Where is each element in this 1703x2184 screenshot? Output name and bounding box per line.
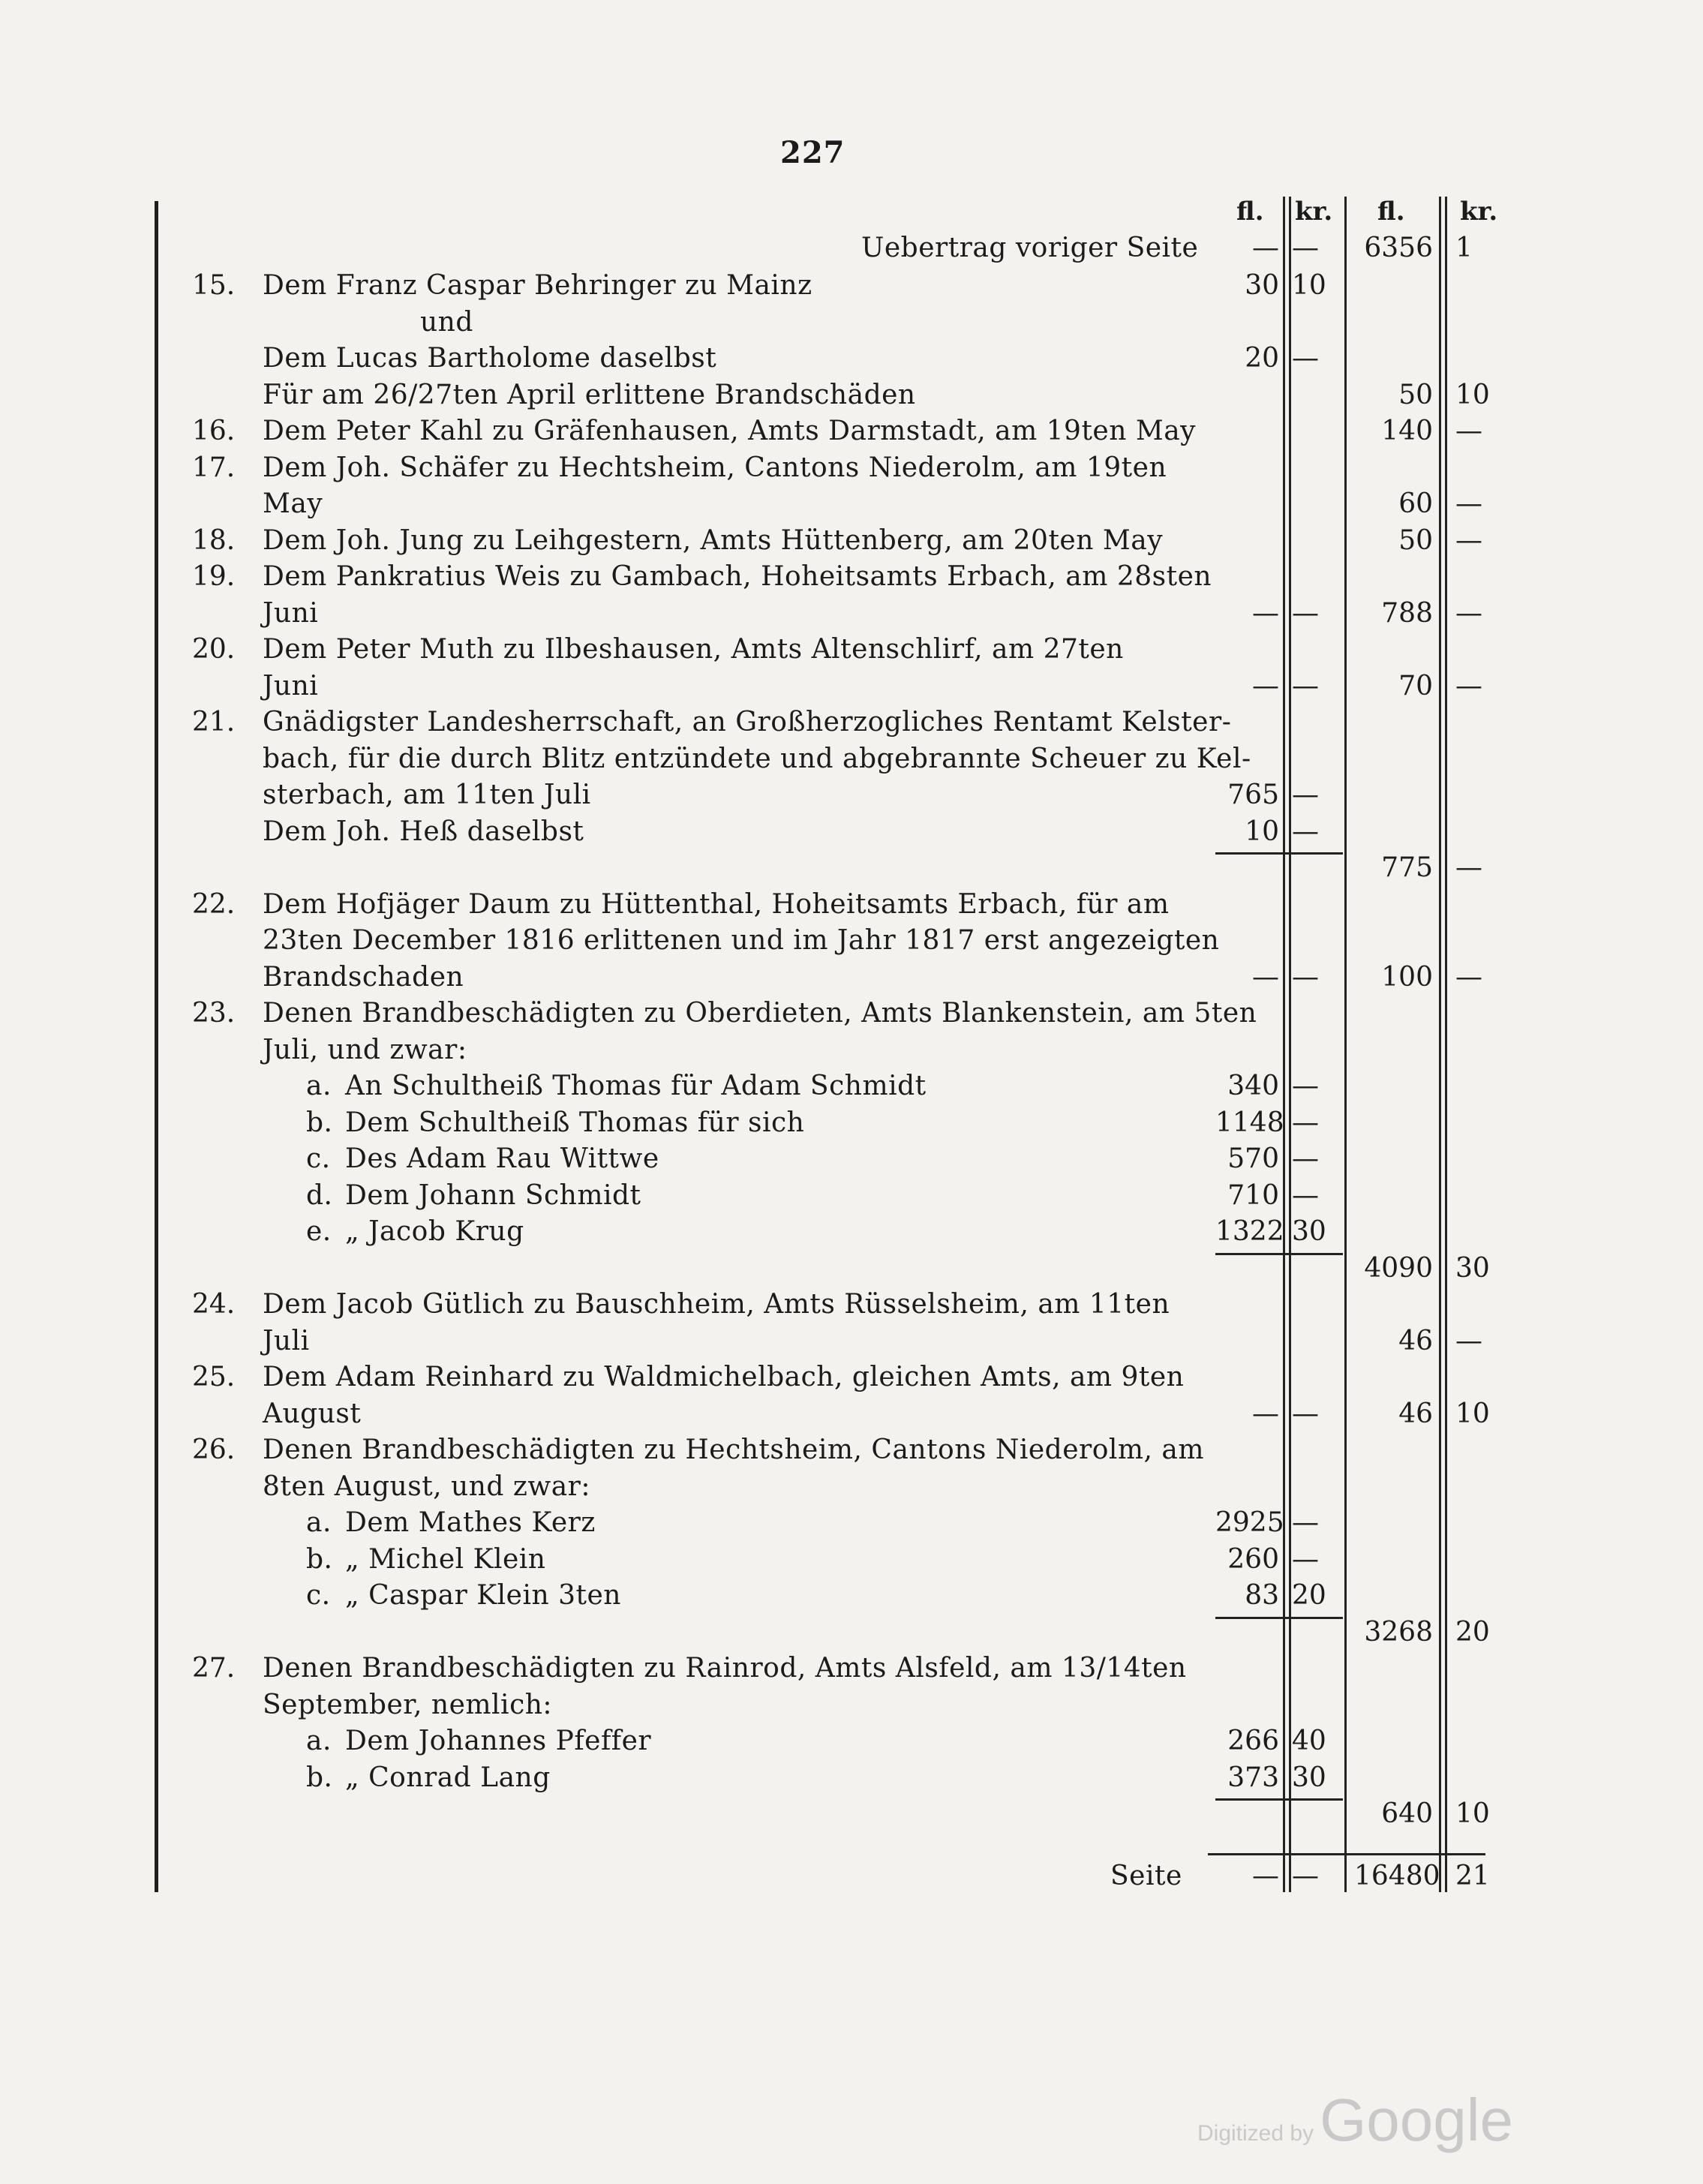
- entry-number: 27.: [192, 1653, 236, 1684]
- entry-text: Juli: [263, 1325, 310, 1356]
- entry-kr-right: —: [1455, 416, 1482, 446]
- entry-text: Dem Mathes Kerz: [345, 1507, 596, 1538]
- entry-text: May: [263, 488, 323, 519]
- entry-fl-left: 2925: [1215, 1507, 1284, 1538]
- table-row: [0, 452, 1703, 488]
- entry-fl-left: 83: [1245, 1580, 1279, 1611]
- entry-text: „ Michel Klein: [345, 1543, 546, 1575]
- entry-text: 8ten August, und zwar:: [263, 1471, 590, 1502]
- entry-fl-right: 100: [1381, 961, 1433, 993]
- entry-text: Denen Brandbeschädigten zu Oberdieten, Amts Blankenstein, am 5ten: [263, 998, 1257, 1029]
- carry-over-kr-left: —: [1292, 233, 1319, 263]
- entry-kr-right: —: [1455, 670, 1482, 701]
- entry-text: und: [420, 306, 473, 338]
- entry-fl-left: —: [1252, 1398, 1279, 1429]
- sub-entry-letter: a.: [306, 1507, 332, 1538]
- entry-number: 19.: [192, 561, 236, 592]
- entry-kr-right: —: [1455, 597, 1482, 629]
- entry-fl-left: 1148: [1215, 1107, 1284, 1138]
- table-row: [0, 707, 1703, 743]
- table-row: [0, 1762, 1703, 1798]
- entry-text: Gnädigster Landesherrschaft, an Großherzogliches Rentamt Kelster-: [263, 707, 1232, 738]
- entry-number: 22.: [192, 888, 236, 920]
- entry-text: Dem Peter Kahl zu Gräfenhausen, Amts Darmstadt, am 19ten May: [263, 416, 1197, 446]
- table-row: [0, 270, 1703, 306]
- entry-number: 26.: [192, 1434, 236, 1465]
- entry-kr-left: —: [1292, 1507, 1319, 1538]
- entry-text: Dem Pankratius Weis zu Gambach, Hoheitsamts Erbach, am 28sten: [263, 561, 1212, 592]
- table-row: [0, 1180, 1703, 1216]
- entry-text: Dem Johannes Pfeffer: [345, 1726, 652, 1756]
- entry-number: 23.: [192, 998, 236, 1029]
- table-row: [0, 1507, 1703, 1543]
- sub-entry-letter: a.: [306, 1726, 332, 1756]
- entry-kr-left: —: [1292, 670, 1319, 701]
- entry-fl-left: —: [1252, 961, 1279, 993]
- entry-text: Dem Adam Reinhard zu Waldmichelbach, gleichen Amts, am 9ten: [263, 1362, 1185, 1392]
- entry-fl-right: 46: [1398, 1325, 1433, 1356]
- entry-text: Dem Jacob Gütlich zu Bauschheim, Amts Rüsselsheim, am 11ten: [263, 1289, 1170, 1320]
- header-kr-left: kr.: [1295, 197, 1333, 227]
- entry-number: 24.: [192, 1289, 236, 1320]
- entry-text: sterbach, am 11ten Juli: [263, 780, 591, 810]
- table-row: [0, 598, 1703, 634]
- entry-fl-left: 260: [1227, 1543, 1279, 1575]
- footer-row: [0, 1861, 1703, 1897]
- table-row: [0, 744, 1703, 780]
- entry-text: Dem Lucas Bartholome daselbst: [263, 343, 717, 374]
- footer-label: Seite: [1110, 1861, 1182, 1891]
- carry-over-row: [0, 233, 1703, 269]
- table-row: [0, 889, 1703, 925]
- subtotal-rule: [1215, 1798, 1343, 1801]
- entry-text: 23ten December 1816 erlittenen und im Jahr 1817 erst angezeigten: [263, 925, 1220, 956]
- entry-kr-left: 20: [1292, 1580, 1326, 1611]
- entry-number: 20.: [192, 634, 236, 665]
- table-row: [0, 307, 1703, 343]
- page-number: 227: [780, 135, 845, 170]
- header-fl-left: fl.: [1236, 197, 1264, 227]
- entry-fl-right: 140: [1381, 416, 1433, 446]
- entry-kr-right: 30: [1455, 1252, 1490, 1284]
- table-row: [0, 1326, 1703, 1362]
- entry-number: 17.: [192, 452, 236, 483]
- entry-kr-left: 10: [1292, 270, 1326, 301]
- table-row: [0, 1289, 1703, 1325]
- sub-entry-letter: d.: [306, 1179, 333, 1211]
- sub-entry-letter: b.: [306, 1107, 333, 1138]
- entry-fl-left: 765: [1227, 780, 1279, 810]
- entry-text: An Schultheiß Thomas für Adam Schmidt: [345, 1071, 927, 1101]
- table-row: [0, 1544, 1703, 1580]
- sub-entry-letter: e.: [306, 1216, 332, 1247]
- watermark-brand: Google: [1320, 2086, 1514, 2153]
- google-watermark: [1197, 2086, 1513, 2155]
- table-row: [0, 1798, 1703, 1834]
- entry-text: Juni: [263, 597, 319, 629]
- entry-fl-left: 570: [1227, 1143, 1279, 1174]
- entry-kr-left: —: [1292, 343, 1319, 374]
- entry-kr-right: 10: [1455, 379, 1490, 410]
- entry-text: August: [263, 1398, 362, 1429]
- entry-fl-left: 30: [1245, 270, 1279, 301]
- carry-over-kr-right: 1: [1455, 233, 1473, 263]
- entry-kr-left: 30: [1292, 1216, 1326, 1247]
- entry-kr-left: —: [1292, 1107, 1319, 1138]
- entry-text: bach, für die durch Blitz entzündete und abgebrannte Scheuer zu Kel-: [263, 743, 1251, 774]
- table-row: [0, 998, 1703, 1034]
- entry-fl-left: —: [1252, 597, 1279, 629]
- table-row: [0, 1726, 1703, 1762]
- footer-fl-right: 16480: [1354, 1861, 1440, 1891]
- entry-text: „ Jacob Krug: [345, 1216, 524, 1247]
- entry-kr-right: —: [1455, 488, 1482, 519]
- entry-text: Denen Brandbeschädigten zu Rainrod, Amts Alsfeld, am 13/14ten: [263, 1653, 1187, 1684]
- entry-fl-right: 640: [1381, 1798, 1433, 1829]
- table-row: [0, 671, 1703, 707]
- table-row: [0, 525, 1703, 561]
- carry-over-fl-left: —: [1252, 233, 1279, 263]
- table-row: [0, 380, 1703, 416]
- table-row: [0, 962, 1703, 998]
- entry-text: Dem Franz Caspar Behringer zu Mainz: [263, 270, 812, 301]
- entry-text: „ Conrad Lang: [345, 1762, 551, 1793]
- sub-entry-letter: b.: [306, 1762, 333, 1793]
- entry-number: 25.: [192, 1362, 236, 1392]
- entry-kr-left: 40: [1292, 1726, 1326, 1756]
- table-row: [0, 1107, 1703, 1143]
- entry-text: Dem Peter Muth zu Ilbeshausen, Amts Altenschlirf, am 27ten: [263, 634, 1124, 665]
- footer-kr-right: 21: [1455, 1861, 1490, 1891]
- entry-fl-left: —: [1252, 670, 1279, 701]
- entry-fl-right: 70: [1398, 670, 1433, 701]
- entry-fl-left: 1322: [1215, 1216, 1284, 1247]
- footer-fl-left: —: [1252, 1861, 1279, 1891]
- entry-kr-left: 30: [1292, 1762, 1326, 1793]
- entry-fl-left: 20: [1245, 343, 1279, 374]
- table-row: [0, 1071, 1703, 1107]
- entry-fl-right: 60: [1398, 488, 1433, 519]
- entry-kr-left: —: [1292, 1143, 1319, 1174]
- sub-entry-letter: c.: [306, 1143, 331, 1174]
- entry-text: Dem Joh. Schäfer zu Hechtsheim, Cantons Niederolm, am 19ten: [263, 452, 1167, 483]
- entry-fl-right: 46: [1398, 1398, 1433, 1429]
- table-row: [0, 816, 1703, 852]
- table-row: [0, 925, 1703, 961]
- table-row: [0, 1216, 1703, 1252]
- entry-fl-right: 788: [1381, 597, 1433, 629]
- header-fl-right: fl.: [1377, 197, 1405, 227]
- entry-kr-right: 20: [1455, 1616, 1490, 1648]
- entry-text: Juni: [263, 670, 319, 701]
- table-row: [0, 1362, 1703, 1398]
- entry-kr-left: —: [1292, 816, 1319, 847]
- entry-kr-left: —: [1292, 780, 1319, 810]
- entry-number: 18.: [192, 524, 236, 556]
- entry-kr-right: —: [1455, 961, 1482, 993]
- entry-kr-left: —: [1292, 597, 1319, 629]
- table-row: [0, 780, 1703, 816]
- sub-entry-letter: a.: [306, 1071, 332, 1101]
- entry-text: „ Caspar Klein 3ten: [345, 1580, 621, 1611]
- entry-kr-left: —: [1292, 1179, 1319, 1211]
- entry-text: Dem Schultheiß Thomas für sich: [345, 1107, 805, 1138]
- entry-text: September, nemlich:: [263, 1689, 553, 1720]
- table-row: [0, 1617, 1703, 1653]
- entry-fl-right: 775: [1381, 852, 1433, 883]
- entry-kr-left: —: [1292, 1071, 1319, 1101]
- entry-text: Des Adam Rau Wittwe: [345, 1143, 659, 1174]
- table-row: [0, 1580, 1703, 1616]
- table-row: [0, 488, 1703, 524]
- entry-kr-right: —: [1455, 852, 1482, 883]
- entry-kr-left: —: [1292, 1543, 1319, 1575]
- header-kr-right: kr.: [1460, 197, 1498, 227]
- entry-kr-left: —: [1292, 1398, 1319, 1429]
- entry-fl-right: 50: [1398, 524, 1433, 556]
- carry-over-label: Uebertrag voriger Seite: [861, 233, 1199, 263]
- entry-number: 15.: [192, 270, 236, 301]
- entry-fl-left: 266: [1227, 1726, 1279, 1756]
- sub-entry-letter: c.: [306, 1580, 331, 1611]
- table-row: [0, 1690, 1703, 1726]
- entry-fl-right: 50: [1398, 379, 1433, 410]
- table-row: [0, 852, 1703, 888]
- entry-text: Juli, und zwar:: [263, 1034, 467, 1065]
- table-row: [0, 1253, 1703, 1289]
- subtotal-rule: [1215, 852, 1343, 855]
- subtotal-rule: [1215, 1617, 1343, 1619]
- table-row: [0, 1143, 1703, 1179]
- entry-text: Dem Hofjäger Daum zu Hüttenthal, Hoheitsamts Erbach, für am: [263, 888, 1170, 920]
- entry-kr-right: 10: [1455, 1798, 1490, 1829]
- watermark-prefix: Digitized by: [1197, 2121, 1314, 2146]
- table-row: [0, 1035, 1703, 1071]
- table-row: [0, 1653, 1703, 1689]
- entry-fl-left: 710: [1227, 1179, 1279, 1211]
- table-row: [0, 343, 1703, 379]
- footer-kr-left: —: [1292, 1861, 1319, 1891]
- table-row: [0, 561, 1703, 597]
- entry-kr-left: —: [1292, 961, 1319, 993]
- sub-entry-letter: b.: [306, 1543, 333, 1575]
- entry-text: Für am 26/27ten April erlittene Brandschäden: [263, 379, 916, 410]
- entry-fl-right: 3268: [1364, 1616, 1433, 1648]
- table-row: [0, 416, 1703, 452]
- table-row: [0, 634, 1703, 670]
- entry-fl-left: 340: [1227, 1071, 1279, 1101]
- entry-text: Dem Joh. Jung zu Leihgestern, Amts Hüttenberg, am 20ten May: [263, 524, 1164, 556]
- table-row: [0, 1471, 1703, 1507]
- table-row: [0, 1398, 1703, 1434]
- entry-kr-right: 10: [1455, 1398, 1490, 1429]
- entry-text: Dem Joh. Heß daselbst: [263, 816, 584, 847]
- entry-number: 16.: [192, 416, 236, 446]
- subtotal-rule: [1215, 1253, 1343, 1255]
- entry-fl-left: 373: [1227, 1762, 1279, 1793]
- entry-text: Dem Johann Schmidt: [345, 1179, 641, 1211]
- footer-rule: [1208, 1853, 1485, 1855]
- entry-text: Denen Brandbeschädigten zu Hechtsheim, Cantons Niederolm, am: [263, 1434, 1205, 1465]
- entry-fl-left: 10: [1245, 816, 1279, 847]
- table-row: [0, 1434, 1703, 1471]
- entry-text: Brandschaden: [263, 961, 464, 993]
- entry-kr-right: —: [1455, 1325, 1482, 1356]
- carry-over-fl-right: 6356: [1364, 233, 1433, 263]
- entry-fl-right: 4090: [1364, 1252, 1433, 1284]
- entry-number: 21.: [192, 707, 236, 738]
- entry-kr-right: —: [1455, 524, 1482, 556]
